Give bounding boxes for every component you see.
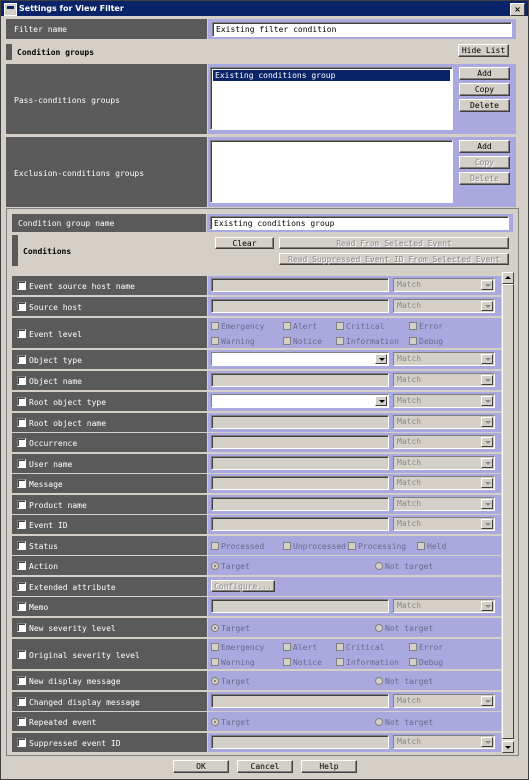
match-text: Match xyxy=(397,417,422,426)
read-suppressed-id-button[interactable]: Read Suppressed Event ID From Selected Event xyxy=(279,253,509,265)
source-host-label: Source host xyxy=(29,303,82,312)
product-name-label: Product name xyxy=(29,501,87,510)
new-display-message-label: New display message xyxy=(29,677,121,686)
root-object-name-checkbox[interactable] xyxy=(17,418,26,427)
chevron-down-icon xyxy=(481,437,493,447)
user-name-label: User name xyxy=(29,460,73,469)
level-critical-option[interactable]: Critical xyxy=(336,322,385,331)
cond-row-original-severity xyxy=(12,639,501,669)
level-warning-option[interactable]: Warning xyxy=(211,337,255,346)
match-text: Match xyxy=(397,396,422,405)
scroll-up-icon[interactable] xyxy=(502,272,514,284)
match-text: Match xyxy=(397,301,422,310)
level-alert-option[interactable]: Alert xyxy=(283,322,317,331)
cond-row-changed-display-message xyxy=(12,692,501,711)
chevron-down-icon xyxy=(481,601,493,611)
message-checkbox[interactable] xyxy=(17,479,26,488)
event-id-checkbox[interactable] xyxy=(17,520,26,529)
suppressed-event-id-checkbox[interactable] xyxy=(17,738,26,747)
extended-attribute-checkbox[interactable] xyxy=(17,582,26,591)
repeated-not-target-radio[interactable]: Not target xyxy=(375,718,433,727)
event-source-host-input[interactable] xyxy=(211,278,389,292)
cond-row-user-name xyxy=(12,454,501,473)
filter-name-input[interactable]: Existing filter condition xyxy=(212,22,512,37)
pass-group-item[interactable]: Existing conditions group xyxy=(213,70,450,81)
level-debug-option[interactable]: Debug xyxy=(409,337,443,346)
chevron-down-icon xyxy=(481,301,493,311)
status-label: Status xyxy=(29,542,58,551)
cond-row-event-level xyxy=(12,318,501,348)
chevron-down-icon xyxy=(481,375,493,385)
chevron-down-icon xyxy=(481,396,493,406)
chevron-down-icon xyxy=(481,737,493,747)
read-from-event-button[interactable]: Read From Selected Event xyxy=(279,237,509,249)
conditions-scrollbar[interactable] xyxy=(502,272,514,753)
memo-label: Memo xyxy=(29,603,49,612)
exclusion-groups-list[interactable] xyxy=(210,140,453,203)
occurrence-label: Occurrence xyxy=(29,439,78,448)
new-display-message-checkbox[interactable] xyxy=(17,676,26,685)
action-checkbox[interactable] xyxy=(17,561,26,570)
root-object-type-match[interactable] xyxy=(393,394,495,408)
chevron-down-icon xyxy=(481,280,493,290)
cond-row-new-display-message xyxy=(12,671,501,690)
group-name-input[interactable]: Existing conditions group xyxy=(210,216,509,230)
changed-display-message-match[interactable] xyxy=(393,694,495,708)
changed-display-message-label: Changed display message xyxy=(29,698,140,707)
object-type-label: Object type xyxy=(29,356,82,365)
match-text: Match xyxy=(397,601,422,610)
new-severity-checkbox[interactable] xyxy=(17,623,26,632)
level-notice-option[interactable]: Notice xyxy=(283,337,322,346)
match-text: Match xyxy=(397,354,422,363)
configure-button[interactable]: Configure... xyxy=(211,580,275,592)
repeated-event-checkbox[interactable] xyxy=(17,717,26,726)
changed-display-message-input[interactable] xyxy=(211,694,389,708)
suppressed-event-id-label: Suppressed event ID xyxy=(29,739,121,748)
event-id-match[interactable] xyxy=(393,517,495,531)
chevron-down-icon xyxy=(375,354,387,364)
source-host-checkbox[interactable] xyxy=(17,302,26,311)
message-input[interactable] xyxy=(211,476,389,490)
event-id-input[interactable] xyxy=(211,517,389,531)
app-icon xyxy=(4,3,17,16)
event-level-label: Event level xyxy=(29,330,82,339)
object-type-checkbox[interactable] xyxy=(17,355,26,364)
message-match[interactable] xyxy=(393,476,495,490)
clear-button[interactable]: Clear xyxy=(215,237,274,249)
chevron-down-icon xyxy=(481,478,493,488)
user-name-input[interactable] xyxy=(211,456,389,470)
product-name-checkbox[interactable] xyxy=(17,500,26,509)
level-error-option[interactable]: Error xyxy=(409,322,443,331)
orig-emergency-option[interactable]: Emergency xyxy=(211,643,264,652)
groups-marker xyxy=(6,44,12,60)
match-text: Match xyxy=(397,478,422,487)
root-object-name-label: Root object name xyxy=(29,419,107,428)
orig-alert-option[interactable]: Alert xyxy=(283,643,317,652)
orig-warning-option[interactable]: Warning xyxy=(211,658,255,667)
suppressed-event-id-match[interactable] xyxy=(393,735,495,749)
scroll-down-icon[interactable] xyxy=(502,741,514,753)
orig-debug-option[interactable]: Debug xyxy=(409,658,443,667)
cond-row-occurrence xyxy=(12,433,501,452)
cond-row-message xyxy=(12,474,501,493)
object-name-label: Object name xyxy=(29,377,82,386)
cond-row-extended-attribute xyxy=(12,577,501,596)
object-type-select[interactable] xyxy=(211,352,389,366)
occurrence-input[interactable] xyxy=(211,435,389,449)
exclusion-groups-label: Exclusion-conditions groups xyxy=(14,169,145,178)
root-object-type-label: Root object type xyxy=(29,398,107,407)
conditions-header: Conditions xyxy=(23,247,72,256)
original-severity-checkbox[interactable] xyxy=(17,650,26,659)
root-object-type-select[interactable] xyxy=(211,394,389,408)
repeated-event-label: Repeated event xyxy=(29,718,97,727)
match-text: Match xyxy=(397,519,422,528)
cond-row-object-type xyxy=(12,350,501,369)
root-object-name-match[interactable] xyxy=(393,415,495,429)
cond-row-memo xyxy=(12,597,501,616)
cond-row-status xyxy=(12,536,501,555)
pass-delete-button[interactable]: Delete xyxy=(459,99,510,112)
status-processed-option[interactable]: Processed xyxy=(211,542,264,551)
new-display-target-radio[interactable]: Target xyxy=(211,677,250,686)
user-name-match[interactable] xyxy=(393,456,495,470)
product-name-input[interactable] xyxy=(211,497,389,511)
pass-copy-button[interactable]: Copy xyxy=(459,83,510,96)
original-severity-label: Original severity level xyxy=(29,651,140,660)
changed-display-message-checkbox[interactable] xyxy=(17,697,26,706)
cond-row-repeated-event xyxy=(12,712,501,731)
event-source-host-match[interactable] xyxy=(393,278,495,292)
object-type-match[interactable] xyxy=(393,352,495,366)
object-name-input[interactable] xyxy=(211,373,389,387)
chevron-down-icon xyxy=(481,696,493,706)
match-text: Match xyxy=(397,499,422,508)
match-text: Match xyxy=(397,458,422,467)
cond-row-root-object-name xyxy=(12,413,501,432)
exclusion-add-button[interactable]: Add xyxy=(459,140,510,153)
chevron-down-icon xyxy=(375,396,387,406)
message-label: Message xyxy=(29,480,63,489)
title-bar xyxy=(1,1,528,16)
level-information-option[interactable]: Information xyxy=(336,337,399,346)
group-name-label-cell xyxy=(12,214,206,232)
level-emergency-option[interactable]: Emergency xyxy=(211,322,264,331)
pass-add-button[interactable]: Add xyxy=(459,67,510,80)
suppressed-event-id-input[interactable] xyxy=(211,735,389,749)
cond-row-event-id xyxy=(12,515,501,534)
hide-list-button[interactable]: Hide List xyxy=(458,44,509,57)
match-text: Match xyxy=(397,437,422,446)
match-text: Match xyxy=(397,737,422,746)
cond-row-source-host xyxy=(12,297,501,316)
event-source-host-label: Event source host name xyxy=(29,282,135,291)
cond-row-suppressed-event-id xyxy=(12,733,501,752)
object-name-match[interactable] xyxy=(393,373,495,387)
exclusion-delete-button[interactable]: Delete xyxy=(459,172,510,185)
source-host-input[interactable] xyxy=(211,299,389,313)
orig-notice-option[interactable]: Notice xyxy=(283,658,322,667)
conditions-marker xyxy=(12,235,18,266)
memo-match[interactable] xyxy=(393,599,495,613)
match-text: Match xyxy=(397,280,422,289)
new-severity-not-target-radio[interactable]: Not target xyxy=(375,624,433,633)
orig-critical-option[interactable]: Critical xyxy=(336,643,385,652)
new-severity-label: New severity level xyxy=(29,624,116,633)
memo-input[interactable] xyxy=(211,599,389,613)
chevron-down-icon xyxy=(481,458,493,468)
status-held-option[interactable]: Held xyxy=(417,542,446,551)
match-text: Match xyxy=(397,696,422,705)
chevron-down-icon xyxy=(481,354,493,364)
cancel-button[interactable]: Cancel xyxy=(237,760,293,773)
repeated-target-radio[interactable]: Target xyxy=(211,718,250,727)
exclusion-groups-label-cell xyxy=(6,137,207,207)
cond-row-action xyxy=(12,556,501,575)
occurrence-checkbox[interactable] xyxy=(17,438,26,447)
ok-button[interactable]: OK xyxy=(173,760,229,773)
user-name-checkbox[interactable] xyxy=(17,459,26,468)
event-level-checkbox[interactable] xyxy=(17,329,26,338)
cond-row-product-name xyxy=(12,495,501,514)
chevron-down-icon xyxy=(481,519,493,529)
help-button[interactable]: Help xyxy=(301,760,357,773)
status-processing-option[interactable]: Processing xyxy=(348,542,406,551)
status-checkbox[interactable] xyxy=(17,541,26,550)
pass-groups-label: Pass-conditions groups xyxy=(14,96,120,105)
pass-groups-label-cell xyxy=(6,64,207,134)
action-target-radio[interactable]: Target xyxy=(211,562,250,571)
close-button[interactable]: × xyxy=(510,3,525,16)
filter-name-label-cell xyxy=(6,19,207,39)
product-name-match[interactable] xyxy=(393,497,495,511)
root-object-name-input[interactable] xyxy=(211,415,389,429)
root-object-type-checkbox[interactable] xyxy=(17,397,26,406)
window-title: Settings for View Filter xyxy=(19,4,124,13)
pass-groups-list[interactable] xyxy=(210,67,453,130)
group-name-label: Condition group name xyxy=(18,219,115,228)
orig-error-option[interactable]: Error xyxy=(409,643,443,652)
condition-groups-header: Condition groups xyxy=(17,48,95,57)
exclusion-copy-button[interactable]: Copy xyxy=(459,156,510,169)
chevron-down-icon xyxy=(481,499,493,509)
status-unprocessed-option[interactable]: Unprocessed xyxy=(283,542,346,551)
occurrence-match[interactable] xyxy=(393,435,495,449)
event-source-host-checkbox[interactable] xyxy=(17,281,26,290)
event-id-label: Event ID xyxy=(29,521,68,530)
action-not-target-radio[interactable]: Not target xyxy=(375,562,433,571)
match-text: Match xyxy=(397,375,422,384)
filter-name-label: Filter name xyxy=(14,25,67,34)
extended-attribute-label: Extended attribute xyxy=(29,583,116,592)
scroll-thumb[interactable] xyxy=(502,284,514,739)
cond-row-event-source-host xyxy=(12,276,501,295)
source-host-match[interactable] xyxy=(393,299,495,313)
cond-row-object-name xyxy=(12,371,501,390)
object-name-checkbox[interactable] xyxy=(17,376,26,385)
action-label: Action xyxy=(29,562,58,571)
new-display-not-target-radio[interactable]: Not target xyxy=(375,677,433,686)
orig-information-option[interactable]: Information xyxy=(336,658,399,667)
cond-row-new-severity xyxy=(12,618,501,637)
new-severity-target-radio[interactable]: Target xyxy=(211,624,250,633)
chevron-down-icon xyxy=(481,417,493,427)
cond-row-root-object-type xyxy=(12,392,501,411)
memo-checkbox[interactable] xyxy=(17,602,26,611)
